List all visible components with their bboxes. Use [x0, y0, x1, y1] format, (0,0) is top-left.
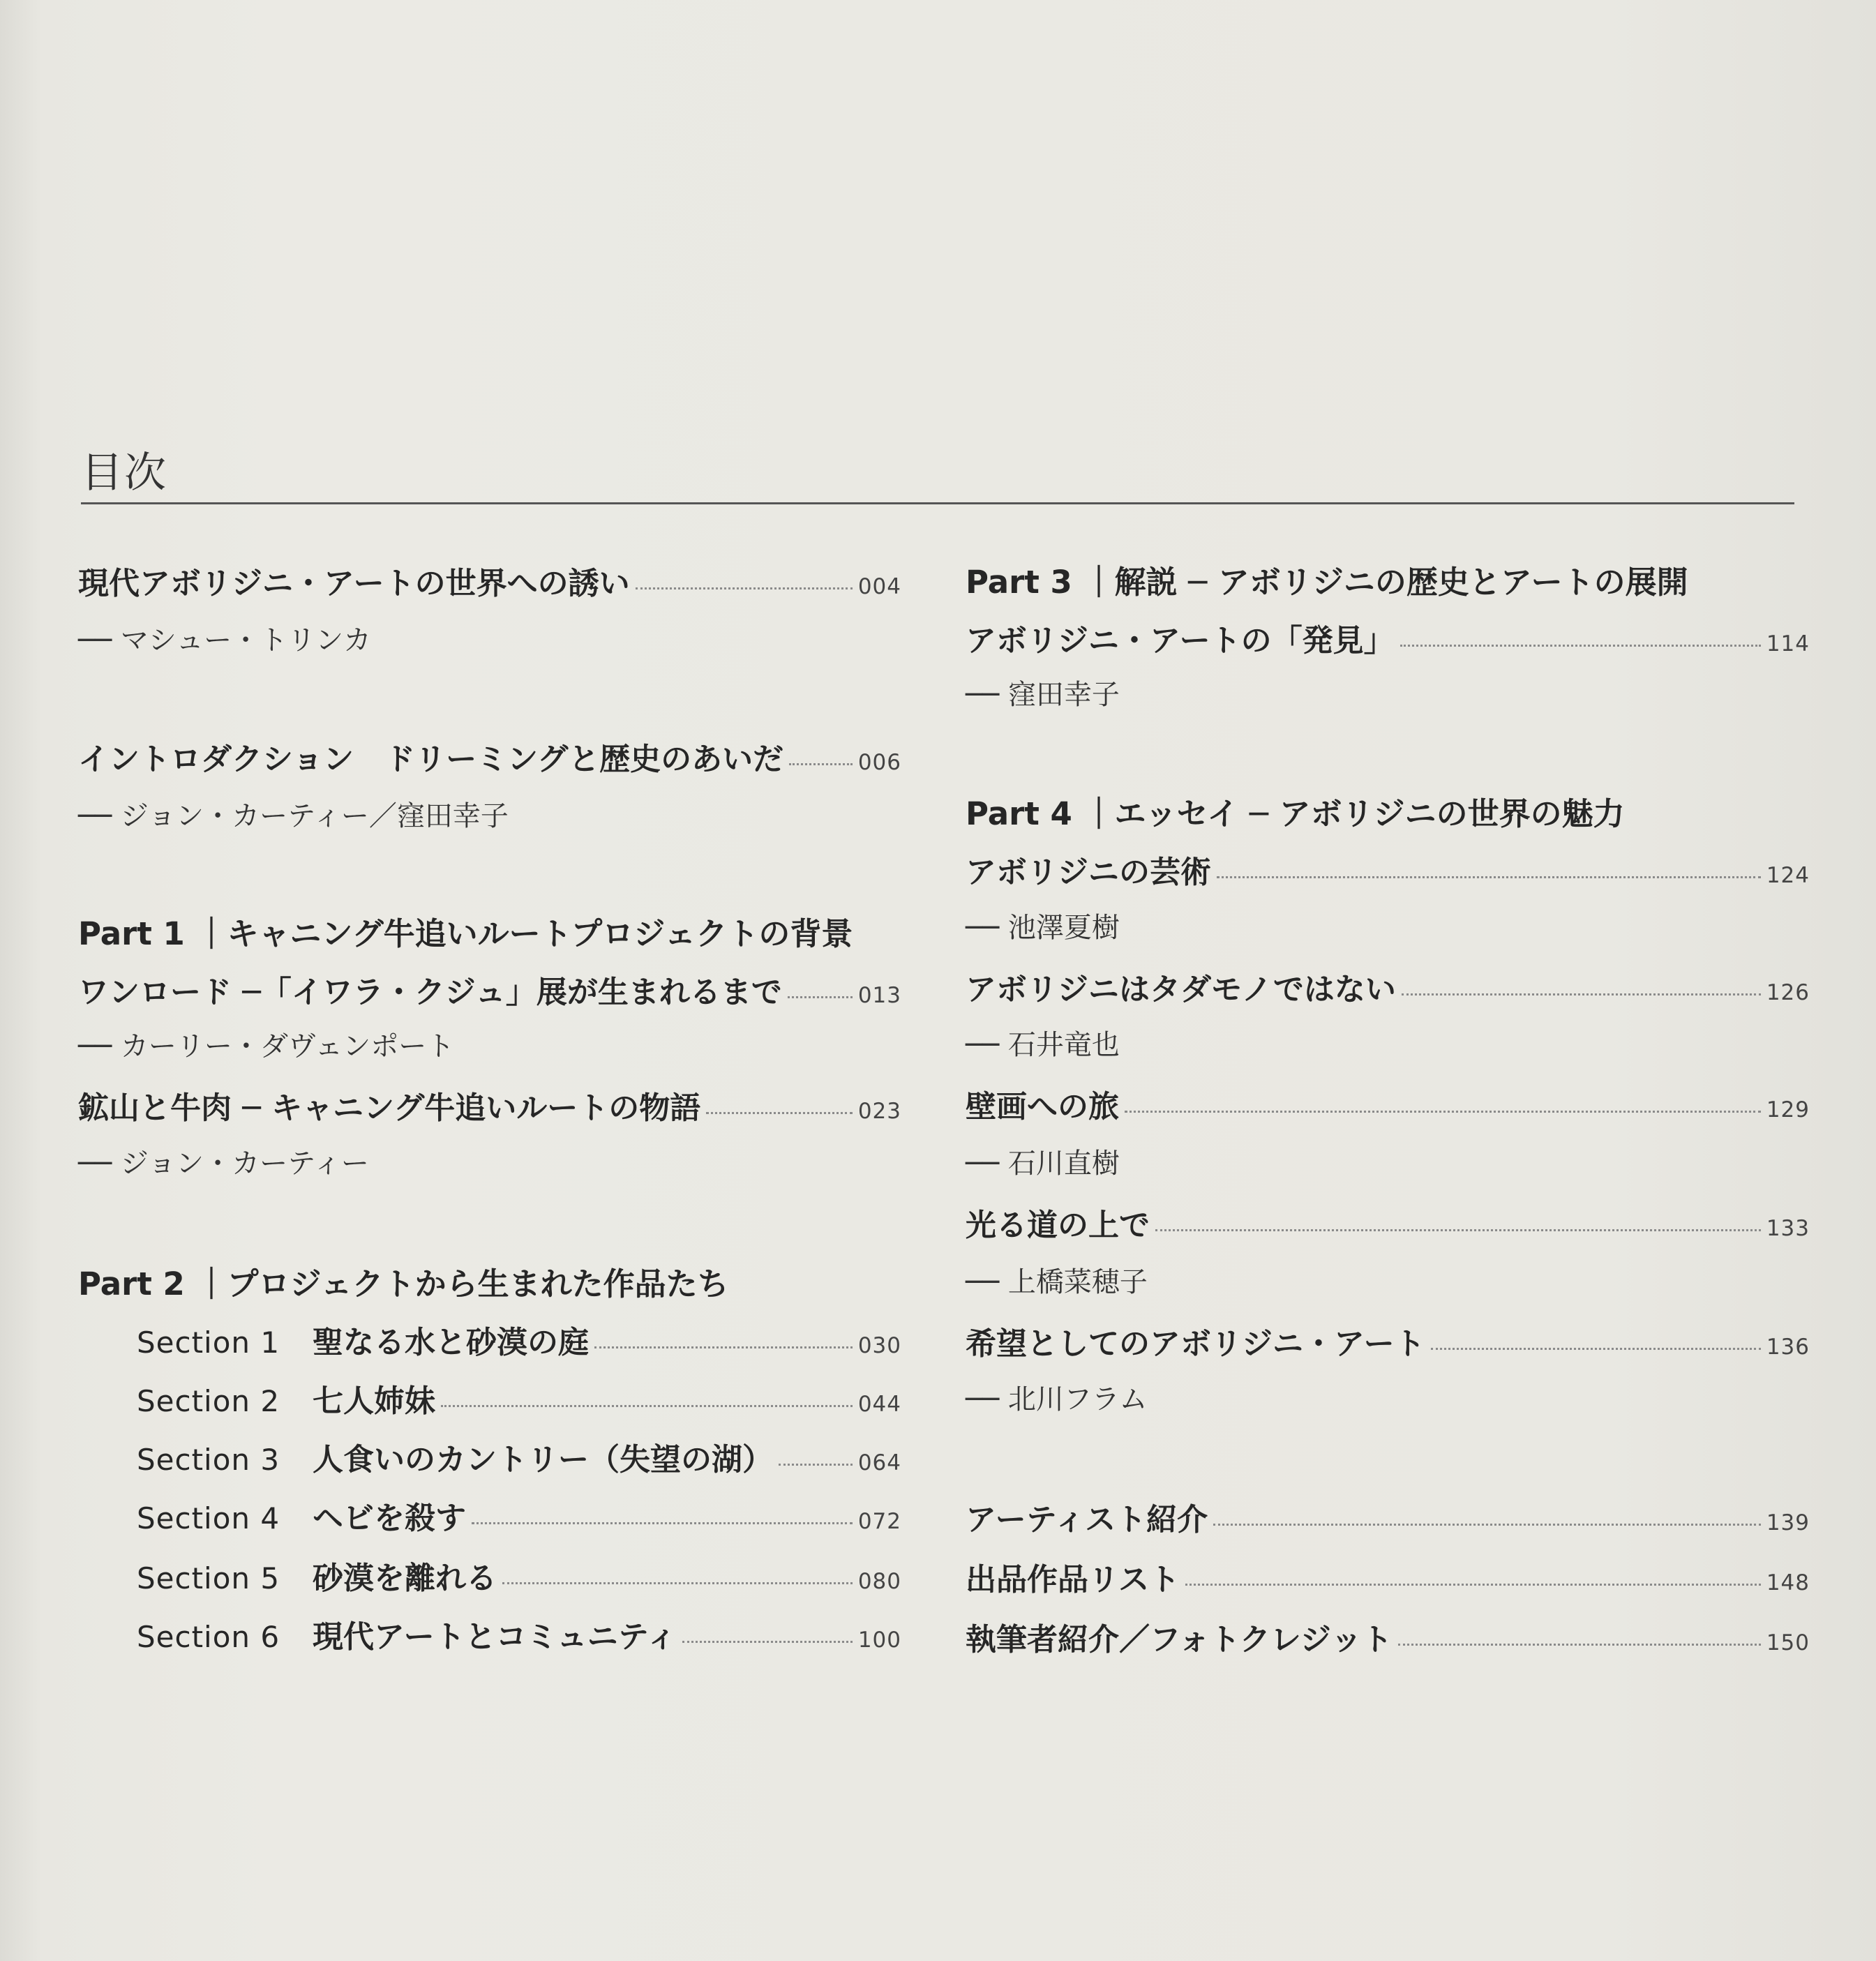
entry-title: 執筆者紹介／フォトクレジット — [966, 1622, 1393, 1658]
entry-author: ── 北川フラム — [966, 1383, 1148, 1415]
page-number: 006 — [857, 750, 901, 775]
entry-author: ── マシュー・トリンカ — [78, 624, 372, 656]
toc-entry[interactable] — [966, 1494, 1810, 1543]
entry-author: ── ジョン・カーティー／窪田幸子 — [78, 800, 509, 832]
toc-entry[interactable] — [78, 734, 901, 783]
entry-title: アボリジニはタダモノではない — [966, 972, 1396, 1007]
entry-author: ── 上橋菜穂子 — [966, 1266, 1148, 1298]
part-heading-1: Part 1 ｜キャニング牛追いルートプロジェクトの背景 — [78, 915, 853, 952]
entry-title: 鉱山と牛肉 ─ キャニング牛追いルートの物語 — [78, 1090, 701, 1126]
part-heading-2: Part 2 ｜プロジェクトから生まれた作品たち — [78, 1265, 729, 1302]
entry-title: 出品作品リスト — [966, 1562, 1180, 1598]
page-number: 072 — [857, 1509, 901, 1534]
page-number: 013 — [857, 983, 901, 1008]
entry-title: 希望としてのアボリジニ・アート — [966, 1326, 1425, 1362]
toc-entry[interactable] — [78, 558, 901, 607]
dot-leader — [788, 996, 853, 998]
entry-title: ワンロード ─「イワラ・クジュ」展が生まれるまで — [78, 975, 782, 1010]
dot-leader — [706, 1112, 853, 1114]
entry-author: ── ジョン・カーティー — [78, 1148, 369, 1180]
toc-entry[interactable] — [78, 967, 901, 1016]
page-title: 目次 — [81, 449, 167, 497]
page-number: 044 — [857, 1392, 901, 1417]
page-number: 023 — [857, 1099, 901, 1124]
dot-leader — [682, 1641, 853, 1643]
entry-title: 人食いのカントリー（失望の湖） — [313, 1442, 773, 1478]
entry-author: ── 池澤夏樹 — [966, 912, 1120, 944]
page-number: 126 — [1766, 980, 1810, 1005]
entry-title: イントロダクション ドリーミングと歴史のあいだ — [78, 742, 784, 777]
toc-entry[interactable] — [966, 964, 1810, 1013]
section-number: Section 2 — [137, 1384, 280, 1418]
dot-leader — [789, 763, 853, 765]
entry-author: ── 石川直樹 — [966, 1148, 1120, 1180]
dot-leader — [1125, 1111, 1761, 1113]
page-number: 139 — [1766, 1510, 1810, 1535]
toc-entry[interactable] — [966, 615, 1810, 664]
entry-title: ヘビを殺す — [313, 1501, 466, 1536]
section-number: Section 4 — [137, 1501, 280, 1535]
page-number: 136 — [1766, 1335, 1810, 1360]
section-number: Section 1 — [137, 1325, 280, 1360]
toc-entry-section[interactable] — [137, 1434, 901, 1483]
toc-entry-section[interactable] — [137, 1611, 901, 1660]
dot-leader — [441, 1405, 853, 1407]
dot-leader — [472, 1522, 853, 1524]
entry-title: 現代アートとコミュニティ — [313, 1619, 677, 1655]
dot-leader — [1155, 1229, 1761, 1231]
page-number: 133 — [1766, 1216, 1810, 1241]
toc-entry[interactable] — [966, 1554, 1810, 1603]
toc-entry[interactable] — [966, 1200, 1810, 1249]
dot-leader — [1402, 993, 1761, 995]
page-number: 150 — [1766, 1630, 1810, 1655]
entry-title: 壁画への旅 — [966, 1089, 1119, 1125]
title-divider — [81, 502, 1794, 504]
toc-entry-section[interactable] — [137, 1553, 901, 1602]
dot-leader — [1431, 1348, 1761, 1350]
dot-leader — [636, 587, 853, 589]
toc-entry[interactable] — [966, 1081, 1810, 1130]
part-heading-3: Part 3 ｜解説 ─ アボリジニの歴史とアートの展開 — [966, 564, 1688, 601]
section-number: Section 6 — [137, 1620, 280, 1654]
page-number: 004 — [857, 574, 901, 599]
toc-entry-section[interactable] — [137, 1317, 901, 1366]
page-number: 114 — [1766, 631, 1810, 656]
toc-entry[interactable] — [966, 1614, 1810, 1663]
page-number: 129 — [1766, 1097, 1810, 1122]
dot-leader — [1400, 645, 1761, 647]
entry-title: 光る道の上で — [966, 1208, 1150, 1243]
entry-title: 現代アボリジニ・アートの世界への誘い — [78, 566, 630, 601]
toc-entry[interactable] — [966, 847, 1810, 896]
entry-title: 聖なる水と砂漠の庭 — [313, 1325, 589, 1360]
part-heading-4: Part 4 ｜エッセイ ─ アボリジニの世界の魅力 — [966, 795, 1625, 832]
dot-leader — [779, 1464, 853, 1466]
entry-author: ── 窪田幸子 — [966, 679, 1120, 711]
dot-leader — [1213, 1524, 1761, 1526]
toc-entry[interactable] — [966, 1318, 1810, 1367]
page-number: 080 — [857, 1569, 901, 1594]
entry-title: アーティスト紹介 — [966, 1502, 1208, 1538]
dot-leader — [1217, 876, 1761, 878]
dot-leader — [1185, 1584, 1761, 1586]
entry-title: 砂漠を離れる — [313, 1561, 497, 1596]
page-number: 100 — [857, 1628, 901, 1653]
dot-leader — [594, 1346, 853, 1348]
dot-leader — [1398, 1644, 1761, 1646]
entry-title: アボリジニ・アートの「発見」 — [966, 623, 1395, 659]
entry-title: アボリジニの芸術 — [966, 855, 1211, 890]
dot-leader — [502, 1582, 853, 1584]
toc-entry-section[interactable] — [137, 1493, 901, 1542]
page-number: 064 — [857, 1450, 901, 1475]
toc-entry[interactable] — [78, 1083, 901, 1132]
page-number: 148 — [1766, 1570, 1810, 1595]
page-number: 030 — [857, 1333, 901, 1358]
entry-author: ── カーリー・ダヴェンポート — [78, 1030, 455, 1062]
toc-entry-section[interactable] — [137, 1376, 901, 1425]
entry-author: ── 石井竜也 — [966, 1029, 1120, 1061]
section-number: Section 5 — [137, 1561, 280, 1595]
page-number: 124 — [1766, 863, 1810, 888]
entry-title: 七人姉妹 — [313, 1383, 435, 1419]
section-number: Section 3 — [137, 1443, 280, 1477]
